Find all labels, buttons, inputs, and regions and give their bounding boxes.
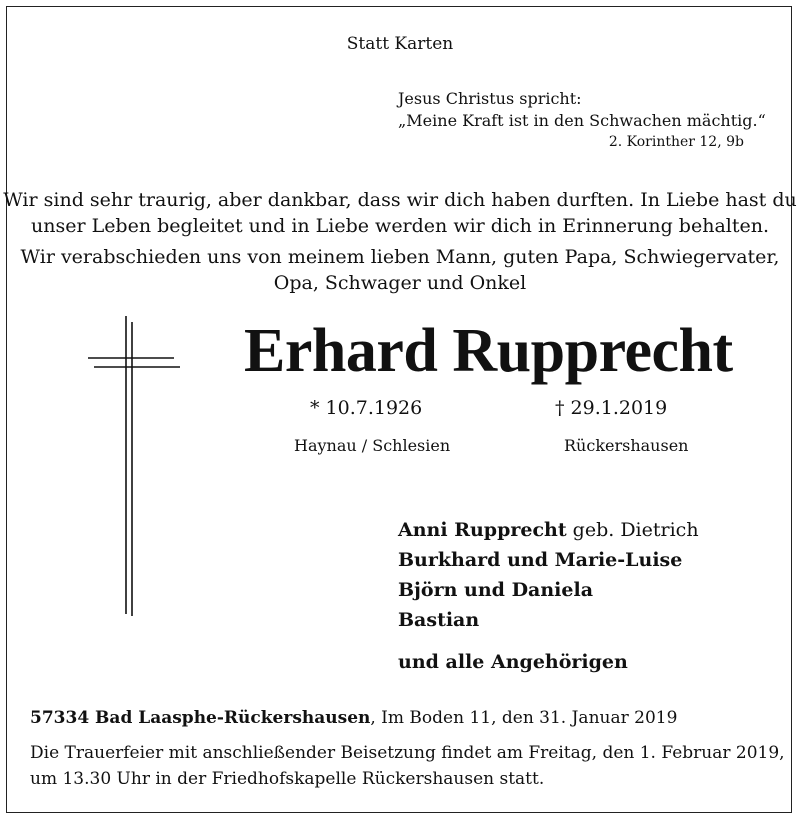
farewell-text [0,244,800,296]
birth-date: * 10.7.1926 [310,397,423,419]
family-closing: und alle Angehörigen [398,651,628,673]
family-list [398,515,699,677]
spouse-line [398,515,699,545]
statt-karten-heading: Statt Karten [346,34,454,54]
address-line [30,708,677,728]
spouse-name: Anni Rupprecht [398,519,567,541]
bible-quote [398,88,766,132]
notice-line: Die Trauerfeier mit anschließender Beisetzung findet am Freitag, den 1. Februar 2019, [30,743,785,763]
notice-line: um 13.30 Uhr in der Friedhofskapelle Rückershausen statt. [30,769,545,789]
cross-icon [86,316,182,616]
address-location: 57334 Bad Laasphe-Rückershausen [30,708,371,728]
funeral-notice [30,740,785,792]
family-member: Björn und Daniela [398,579,594,601]
farewell-line: Wir verabschieden uns von meinem lieben Mann, guten Papa, Schwiegervater, [20,246,780,268]
quote-line: Jesus Christus spricht: [398,89,582,108]
family-member: Bastian [398,609,480,631]
quote-line: „Meine Kraft ist in den Schwachen mächtig.“ [398,111,766,130]
address-details: , Im Boden 11, den 31. Januar 2019 [370,708,678,728]
family-member: Burkhard und Marie-Luise [398,549,683,571]
intro-text [0,187,800,239]
intro-line: unser Leben begleitet und in Liebe werden wir dich in Erinnerung behalten. [30,215,770,237]
intro-line: Wir sind sehr traurig, aber dankbar, dass wir dich haben durften. In Liebe hast du [3,189,797,211]
quote-reference: 2. Korinther 12, 9b [608,134,744,150]
farewell-line: Opa, Schwager und Onkel [273,272,527,294]
birth-place: Haynau / Schlesien [294,436,451,455]
death-place: Rückershausen [564,436,689,455]
death-date: † 29.1.2019 [555,397,668,419]
spouse-maiden-name: geb. Dietrich [566,519,699,541]
deceased-name: Erhard Rupprecht [244,317,733,385]
